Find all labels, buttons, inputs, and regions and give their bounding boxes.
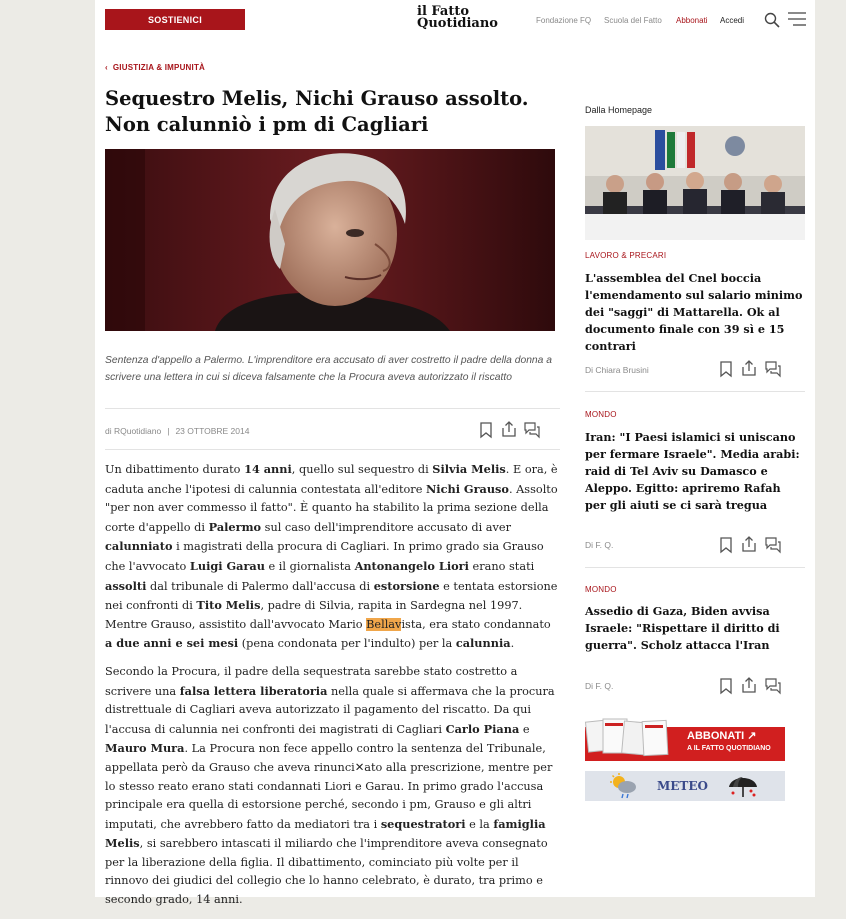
hamburger-menu-icon[interactable] <box>788 12 806 26</box>
logo-line-2: Quotidiano <box>417 16 498 31</box>
paragraph-1: Un dibattimento durato 14 anni, quello sul sequestro di Silvia Melis. E ora, è caduta anche l'ipotesi di calunnia contestata all'editore Nichi Grauso. Assolto "per non aver commesso il fatto". È quanto ha stabilito la prima sezione della corte d'appello di Palermo sul caso dell'imprenditore accusato di aver calunniato i magistrati della procura di Cagliari. In primo grado sia Grauso che l'avvocato Luigi Garau e il giornalista Antonangelo Liori erano stati assolti dal tribunale di Palermo dall'accusa di estorsione e tentata estorsione nei confronti di Tito Melis, padre di Silvia, rapita in Sardegna nel 1997. Mentre Grauso, assistito dall'avvocato Mario Bellavista, era stato condannato a due anni e sei mesi (pena condonata per l'indulto) per la calunnia. <box>105 462 558 651</box>
article-body <box>105 460 560 919</box>
article-title: Sequestro Melis, Nichi Grauso assolto. Non calunniò i pm di Cagliari <box>105 87 529 136</box>
search-icon[interactable] <box>764 12 780 28</box>
breadcrumb[interactable] <box>105 63 205 72</box>
comments-icon[interactable] <box>524 422 540 438</box>
umbrella-icon <box>727 771 759 799</box>
sidebar-item-title[interactable]: L'assemblea del Cnel boccia l'emendamento sul salario minimo dei "saggi" di Mattarella. Ok al documento finale con 39 sì e 15 contrari <box>585 271 803 353</box>
share-icon[interactable] <box>501 421 517 437</box>
comments-icon[interactable] <box>765 361 781 377</box>
divider <box>585 567 805 568</box>
sidebar-item-title[interactable]: Iran: "I Paesi islamici si uniscano per fermare Israele". Media arabi: raid di Tel Aviv su Damasco e Aleppo. Egitto: apriremo Rafah per gli aiuti se ci sarà tregua <box>585 430 800 512</box>
breadcrumb-label: GIUSTIZIA & IMPUNITÀ <box>112 63 206 72</box>
weather-banner[interactable] <box>585 771 785 801</box>
byline-separator: | <box>167 426 170 436</box>
subscribe-banner[interactable] <box>585 719 785 761</box>
article-author[interactable]: di RQuotidiano <box>105 426 162 436</box>
bookmark-icon[interactable] <box>718 537 734 553</box>
share-icon[interactable] <box>741 677 757 693</box>
comments-icon[interactable] <box>765 537 781 553</box>
article-hero-image <box>105 149 555 331</box>
site-logo[interactable] <box>417 6 498 30</box>
sidebar-item-author: Di Chiara Brusini <box>585 365 649 375</box>
sidebar-item-category[interactable]: MONDO <box>585 585 617 594</box>
logo-line-1: il Fatto <box>417 4 470 19</box>
sidebar-item-author: Di F. Q. <box>585 681 614 691</box>
bookmark-icon[interactable] <box>478 422 494 438</box>
text-selection-highlight: Bellav <box>366 617 402 631</box>
nav-scuola-del-fatto[interactable]: Scuola del Fatto <box>604 16 662 25</box>
sidebar-item-author: Di F. Q. <box>585 540 614 550</box>
press-conference-photo <box>585 126 805 240</box>
article-date: 23 OTTOBRE 2014 <box>175 426 250 436</box>
sidebar-featured-image[interactable] <box>585 126 805 240</box>
sidebar-item-category[interactable]: LAVORO & PRECARI <box>585 251 667 260</box>
sidebar-heading: Dalla Homepage <box>585 105 653 115</box>
paragraph-2: Secondo la Procura, il padre della sequestrata sarebbe stato costretto a scrivere una falsa lettera liberatoria nella quale si affermava che la procura distrettuale di Cagliari aveva autorizzato il pagamento del riscatto. Da qui l'accusa di calunnia nei confronti dei magistrati di Cagliari Carlo Piana e Mauro Mura. La Procura non fece appello contro la sentenza del Tribunale, appellata però da Grauso che aveva rinunci✕ato alla prescrizione, mentre per lo stesso reato erano stati condannati Liori e Garau. In primo grado l'accusa principale era quella di estorsione perché, secondo i pm, Grauso e gli altri imputati, che avrebbero fatto da mediatori tra i sequestratori e la famiglia Melis, si sarebbero intascati il miliardo che l'imprenditore aveva consegnato per la liberazione della figlia. Il dibattimento, cominciato più volte per il rinnovo dei giudici del collegio che lo hanno celebrato, è durato, tra primo e secondo grado, 14 anni. <box>105 664 555 907</box>
weather-banner-label: METEO <box>657 779 708 793</box>
page <box>95 0 815 907</box>
nav-fondazione-fq[interactable]: Fondazione FQ <box>536 16 592 25</box>
sidebar-item-title[interactable]: Assedio di Gaza, Biden avvisa Israele: "Rispettare il diritto di guerra". Scholz attacca l'Iran <box>585 604 780 652</box>
share-icon[interactable] <box>741 536 757 552</box>
chevron-left-icon: ‹ <box>105 63 108 72</box>
close-icon[interactable]: ✕ <box>354 760 365 774</box>
bookmark-icon[interactable] <box>718 678 734 694</box>
support-button[interactable]: SOSTIENICI <box>105 9 245 30</box>
arrow-up-right-icon: ↗ <box>747 730 757 742</box>
subscribe-banner-subtitle: A IL FATTO QUOTIDIANO <box>687 745 771 752</box>
sun-cloud-rain-icon <box>609 773 639 799</box>
site-header <box>95 0 815 40</box>
article-byline <box>105 426 249 436</box>
portrait-photo <box>105 149 555 331</box>
divider <box>105 408 560 409</box>
divider <box>105 449 560 450</box>
divider <box>585 391 805 392</box>
nav-accedi[interactable]: Accedi <box>720 16 745 25</box>
image-caption: Sentenza d'appello a Palermo. L'imprenditore era accusato di aver costretto il padre della donna a scrivere una lettera in cui si diceva falsamente che la Procura aveva autorizzato il riscatto <box>105 355 552 383</box>
sidebar-item-category[interactable]: MONDO <box>585 410 617 419</box>
comments-icon[interactable] <box>765 678 781 694</box>
nav-abbonati[interactable]: Abbonati <box>676 16 708 25</box>
share-icon[interactable] <box>741 360 757 376</box>
bookmark-icon[interactable] <box>718 361 734 377</box>
subscribe-banner-title: ABBONATI ↗ <box>687 730 757 742</box>
